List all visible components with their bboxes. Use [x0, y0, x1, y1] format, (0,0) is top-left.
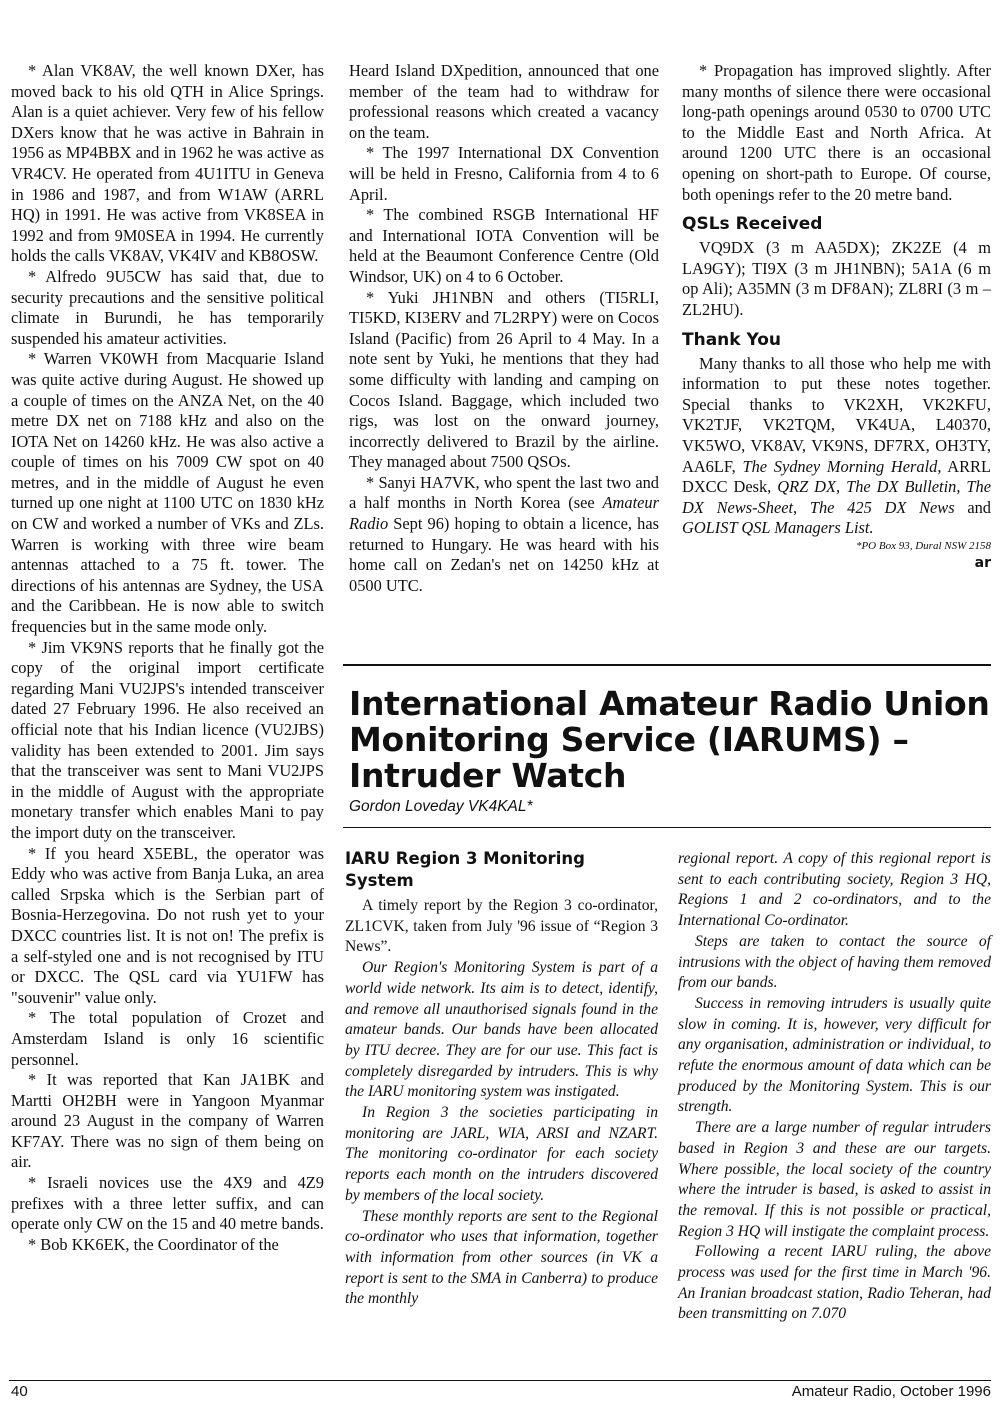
article-headline: International Amateur Radio Union Monitoring Service (IARUMS) – Intruder Watch: [349, 684, 990, 795]
region3-monitoring-heading: IARU Region 3 Monitoring System: [345, 849, 585, 890]
paragraph-alfredo-9u5cw: * Alfredo 9U5CW has said that, due to security precautions and the sensitive political climate in Burundi, he has temporarily suspended his amateur activities.: [11, 266, 324, 348]
paragraph-success: Success in removing intruders is usually quite slow in coming. It is, however, very difficult for any organisation, administration or individual, to refute the enormous amount of data which can be produced by the Monitoring System. This is our strength.: [678, 994, 991, 1116]
paragraph-israeli-novices: * Israeli novices use the 4X9 and 4Z9 prefixes with a three letter suffix, and can operate only CW on the 15 and 40 metre bands.: [11, 1173, 324, 1234]
thank-you-heading: Thank You: [682, 329, 782, 350]
qsls-received-heading: QSLs Received: [682, 214, 823, 235]
byline-rule: [343, 827, 991, 828]
publication-footer: Amateur Radio, October 1996: [791, 1383, 991, 1400]
article-top-rule: [343, 664, 991, 666]
paragraph-kan-ja1bk: * It was reported that Kan JA1BK and Martti OH2BH were in Yangoon Myanmar around 23 August in the company of Warren KF7AY. There was no sign of them being on air.: [11, 1070, 324, 1172]
article-column-2: [678, 849, 991, 1325]
paragraph-crozet: * The total population of Crozet and Amsterdam Island is only 16 scientific personnel.: [11, 1008, 324, 1069]
column-3: [682, 61, 991, 573]
end-mark: ar: [974, 554, 991, 571]
paragraph-alan-vk8av: * Alan VK8AV, the well known DXer, has moved back to his old QTH in Alice Springs. Alan is a quiet achiever. Very few of his fellow DXers know that he was active in Bahrain in 1956 as MP4BBX and in 1962 he was active as VR4CV. He operated from 4U1ITU in Geneva in 1986 and 1987, and from W1AW (ARRL HQ) in 1991. He was active from VK8SEA in 1992 and from 9M0SEA in 1994. He currently holds the calls VK8AV, VK4IV and KB8OSW.: [11, 61, 324, 266]
paragraph-steps-taken: Steps are taken to contact the source of intrusions with the object of having them removed from our bands.: [678, 932, 991, 992]
column-2: [349, 61, 659, 596]
footer-rule: [9, 1380, 991, 1381]
paragraph-qsls-received: VQ9DX (3 m AA5DX); ZK2ZE (4 m LA9GY); TI9X (3 m JH1NBN); 5A1A (6 m op Ali); A35MN (3 m DF8AN); ZL8RI (3 m – ZL2HU).: [682, 238, 991, 319]
magazine-title-reference: Amateur Radio: [349, 493, 659, 534]
paragraph-dx-convention: * The 1997 International DX Convention will be held in Fresno, California from 4 to 6 April.: [349, 143, 659, 204]
paragraph-jim-vk9ns: * Jim VK9NS reports that he finally got the copy of the original import certificate regarding Mani VU2JPS's intended transceiver dated 27 February 1996. He also received an official note that his Indian licence (VU2JBS) validity has been extended to 2001. Jim says that the transceiver was sent to Mani VU2JPS in the middle of August with the appropriate monetary transfer which enables Mani to pay the import duty on the transceiver.: [11, 637, 324, 842]
thanks-text-a: Many thanks to all those who help me with information to put these notes together. Special thanks to VK2XH, VK2KFU, VK2TJF, VK2TQM, VK4UA, L40370, VK5WO, VK8AV, VK9NS, DF7RX, OH3TY, AA6LF,: [682, 353, 991, 476]
paragraph-propagation: * Propagation has improved slightly. After many months of silence there were occasional long-path openings around 0530 to 0700 UTC to the Middle East and North Africa. At around 1200 UTC there is an occasional opening on short-path to Europe. Of course, both openings refer to the 20 metre band.: [682, 61, 991, 204]
article-column-1: [345, 848, 658, 1310]
paragraph-monitoring-system: Our Region's Monitoring System is part of a world wide network. Its aim is to detect, identify, and remove all unauthorised signals found in the amateur bands. Our bands have been allocated by ITU decree. They are for our use. This fact is completely disregarded by intruders. This is why the IARU monitoring system was instigated.: [345, 959, 658, 1101]
column-1: [11, 61, 324, 1255]
paragraph-warren-vk0wh: * Warren VK0WH from Macquarie Island was quite active during August. He showed up a couple of times on the ANZA Net, on the 40 metre DX net on 7188 kHz and also on the IOTA Net on 14260 kHz. He was also active a couple of times on his 7009 CW spot on 40 metres, and in the middle of August he even turned up one night at 1100 UTC on 1830 kHz on CW and worked a number of VKs and ZLs. Warren is working with three wire beam antennas attached to a 75 ft. tower. The directions of his antennas are Sydney, the USA and the Caribbean. He is now able to switch frequencies but in the same mode only.: [11, 349, 324, 637]
thanks-text-c: and: [954, 497, 992, 517]
author-address: *PO Box 93, Dural NSW 2158: [855, 539, 991, 552]
paragraph-heard-island: Heard Island DXpedition, announced that one member of the team had to withdraw for professional reasons which created a vacancy on the team.: [349, 61, 659, 142]
thanks-text-b: ARRL DXCC Desk,: [682, 456, 991, 497]
sanyi-text-a: * Sanyi HA7VK, who spent the last two and a half months in North Korea (see: [349, 472, 659, 513]
paragraph-regular-intruders: There are a large number of regular intruders based in Region 3 and these are our targets. Where possible, the local society of the country where the intruder is based, is asked to assist in the removal. If this is not possible or practical, Region 3 HQ will instigate the complaint process.: [678, 1119, 991, 1240]
thanks-publication-1: The Sydney Morning Herald,: [742, 456, 942, 476]
paragraph-timely-report: A timely report by the Region 3 co-ordinator, ZL1CVK, taken from July '96 issue of “Region 3 News”.: [345, 897, 658, 956]
paragraph-rsgb-convention: * The combined RSGB International HF and International IOTA Convention will be held at the Beaumont Conference Centre (Old Windsor, UK) on 4 to 6 October.: [349, 205, 659, 286]
thanks-publication-2: QRZ DX, The DX Bulletin, The DX News-Sheet, The 425 DX News: [682, 477, 991, 517]
paragraph-iaru-ruling: Following a recent IARU ruling, the above process was used for the first time in March '96. An Iranian broadcast station, Radio Teheran, had been transmitting on 7.070: [678, 1243, 991, 1323]
paragraph-regional-report: regional report. A copy of this regional report is sent to each contributing society, Region 3 HQ, Regions 1 and 2 co-ordinators, and to the International Co-ordinator.: [678, 850, 991, 930]
sanyi-text-b: Sept 96) hoping to obtain a licence, has returned to Hungary. He was heard with his home call on Zedan's net on 14250 kHz at 0500 UTC.: [349, 514, 659, 595]
paragraph-participating-societies: In Region 3 the societies participating in monitoring are JARL, WIA, ARSI and NZART. The monitoring co-ordinator for each society reports each month on the intruders discovered by members of the local society.: [345, 1104, 658, 1204]
paragraph-x5ebl: * If you heard X5EBL, the operator was Eddy who was active from Banja Luka, an area called Srpska which is the Serbian part of Bosnia-Herzegovina. Do not rush yet to your DXCC countries list. It is not on! The prefix is a self-styled one and is not recognised by ITU or DXCC. The QSL card via YU1FW has "souvenir" value only.: [11, 843, 324, 1007]
paragraph-yuki-jh1nbn: * Yuki JH1NBN and others (TI5RLI, TI5KD, KI3ERV and 7L2RPY) were on Cocos Island (Pacific) from 26 April to 4 May. In a note sent by Yuki, he mentions that they had some difficulty with landing and camping on Cocos Island. Baggage, which included two rigs, was lost on the onward journey, incorrectly delivered to Brazil by the airline. They managed about 7500 QSOs.: [349, 287, 659, 472]
paragraph-sanyi-ha7vk: [349, 473, 659, 597]
thanks-publication-3: GOLIST QSL Managers List.: [682, 518, 874, 538]
paragraph-monthly-reports: These monthly reports are sent to the Regional co-ordinator who uses that information, together with information from other sources (in VK a report is sent to the SMA in Canberra) to produce the monthly: [345, 1207, 658, 1308]
article-byline: Gordon Loveday VK4KAL*: [349, 798, 533, 815]
paragraph-thank-you: [682, 354, 991, 539]
page-number: 40: [11, 1383, 28, 1400]
paragraph-bob-kk6ek: * Bob KK6EK, the Coordinator of the: [28, 1234, 279, 1254]
